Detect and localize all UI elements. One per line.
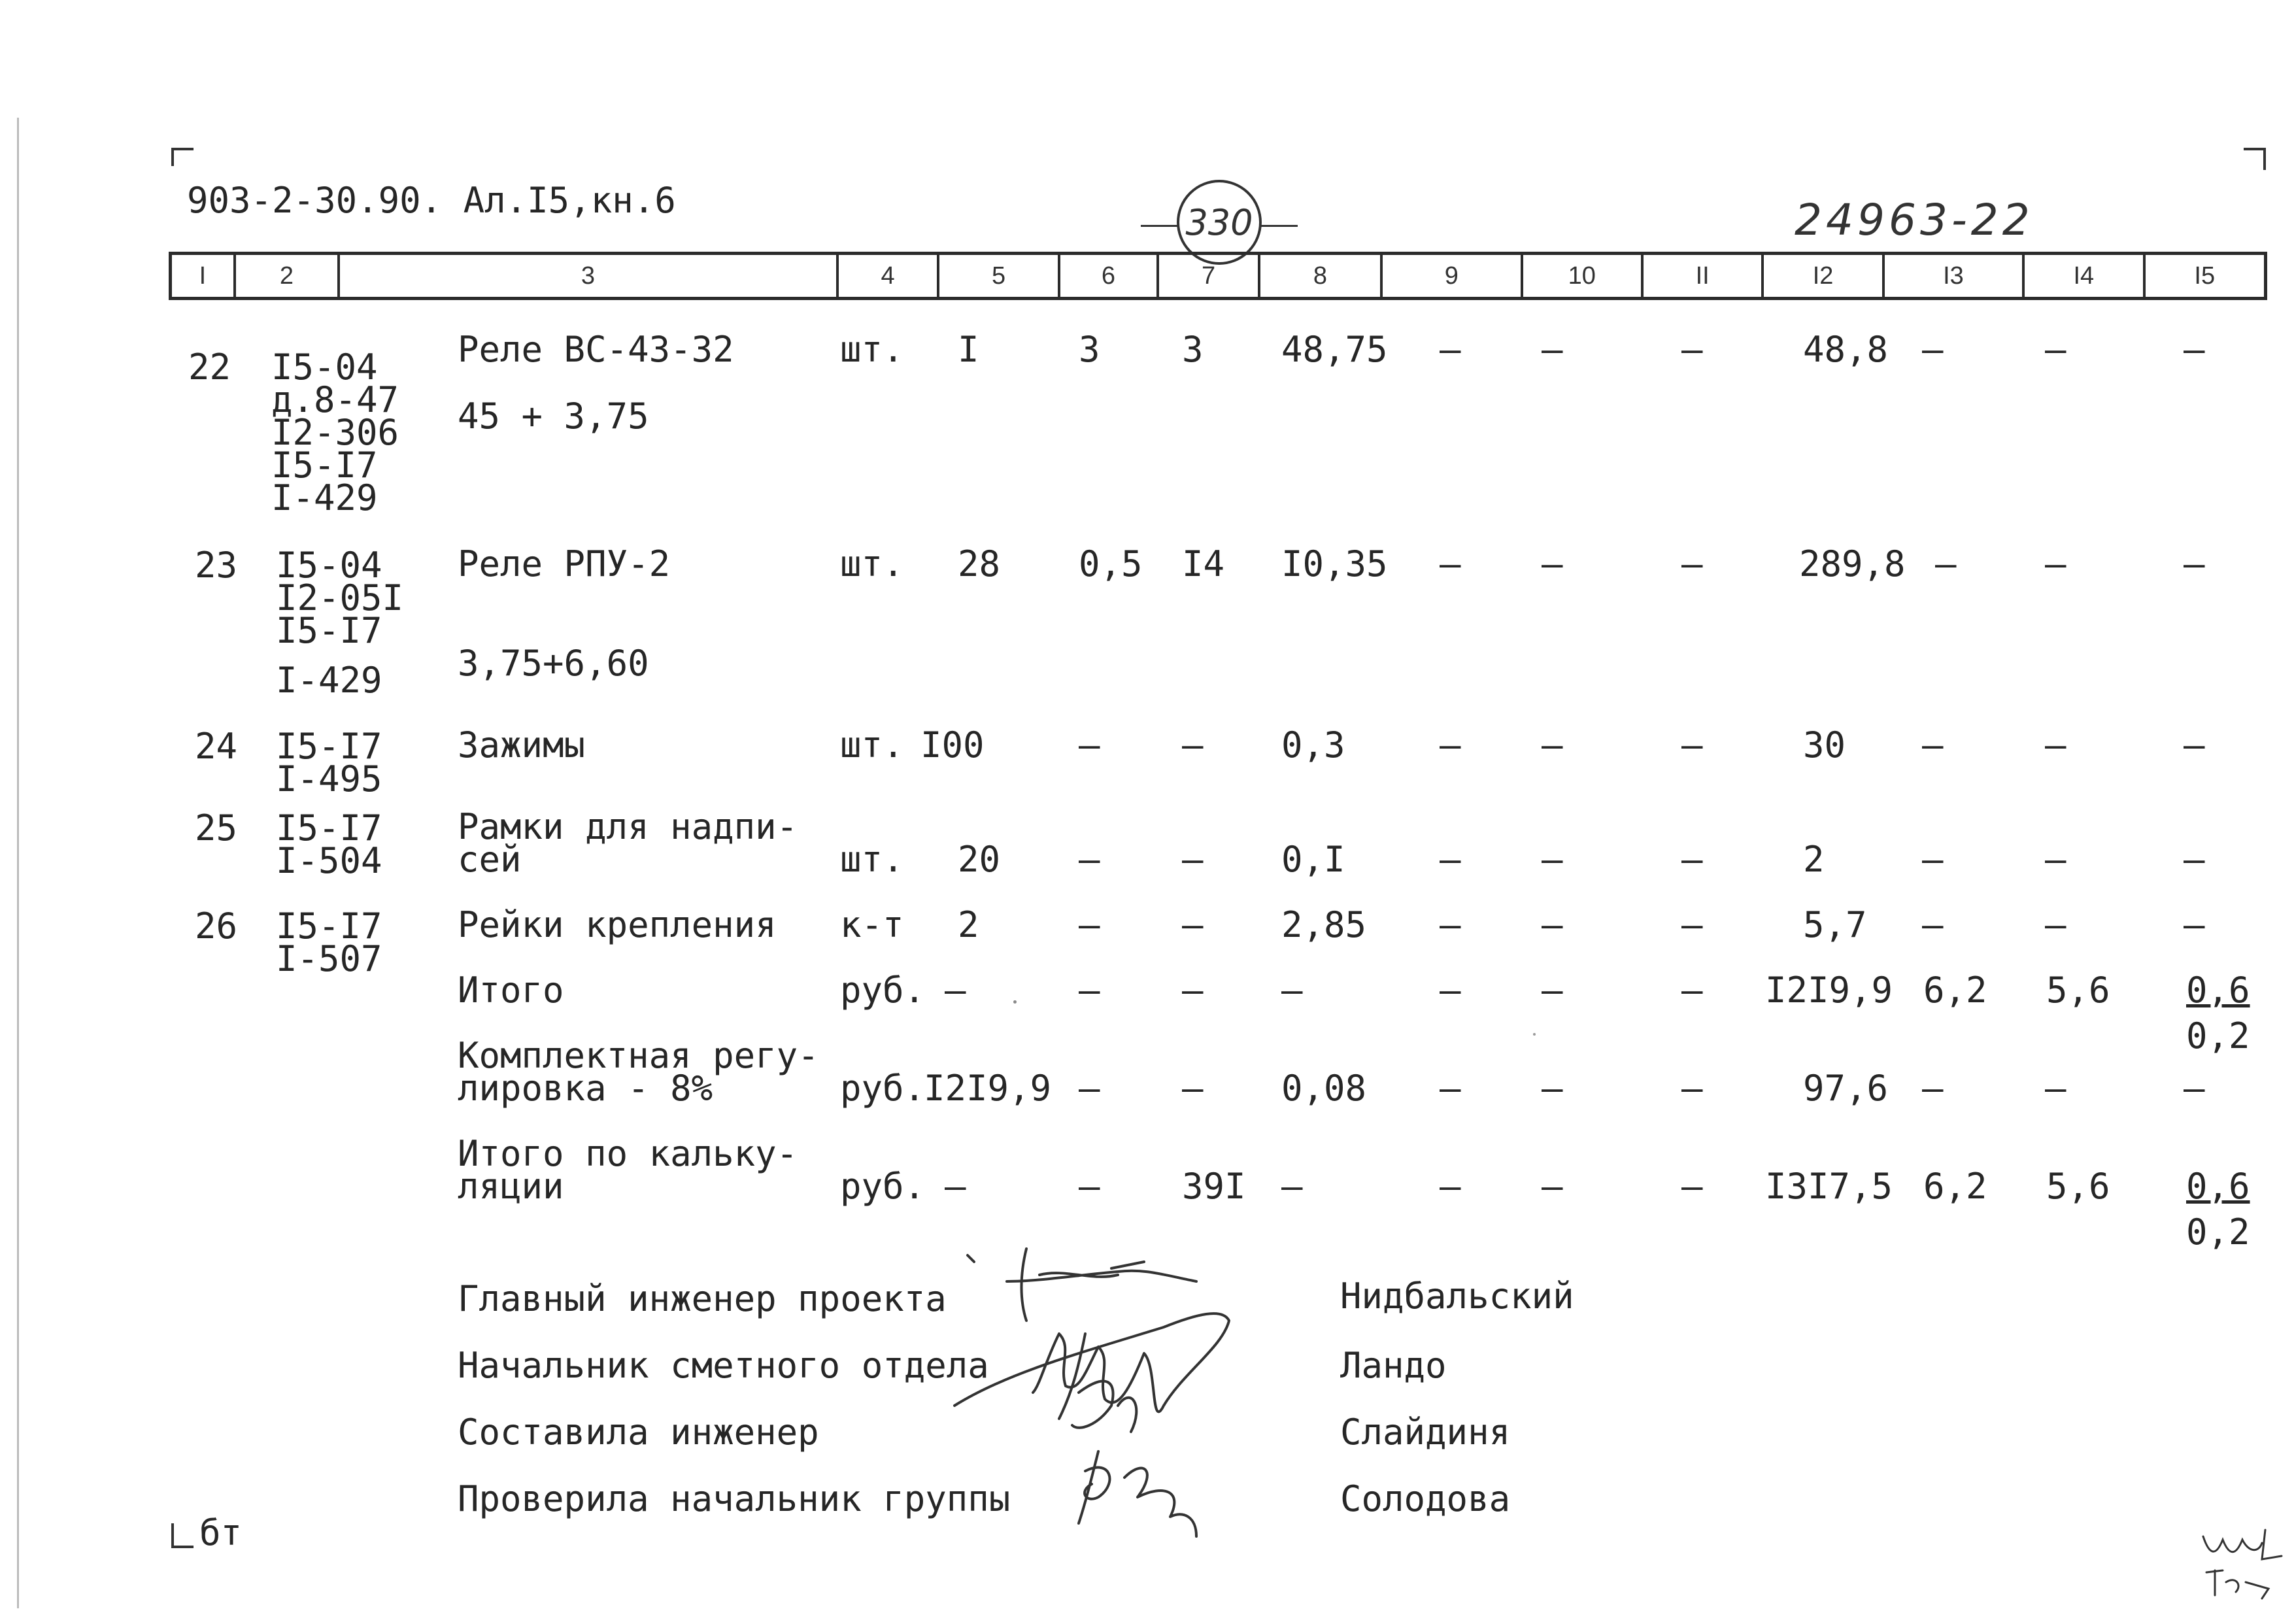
regulation-label: Комплектная регу- [458,1035,819,1076]
total-col11: – [1681,970,1703,1011]
row-col9: – [1440,839,1461,880]
signature-role: Составила инженер [458,1412,819,1453]
regulation-col13: – [1922,1068,1944,1109]
row-col6: 3 [1079,329,1100,370]
col-header: I5 [2194,262,2216,290]
col-header: 3 [340,255,839,297]
row-note: 45 + 3,75 [458,396,649,437]
col-header: II [1644,255,1764,297]
total-col14: 5,6 [2046,970,2110,1011]
row-code: I-507 [276,938,382,979]
row-col12: 30 [1803,724,1846,766]
row-number: 22 [188,347,231,388]
row-unit: шт. [840,839,904,880]
col-header: 2 [236,255,341,297]
row-qty: I00 [920,724,985,766]
calc-col15: 0,6 [2186,1166,2250,1207]
row-code: I-495 [276,758,382,800]
row-name: Зажимы [458,724,586,766]
row-col8: 0,3 [1281,724,1345,766]
signature-stroke-2 [954,1313,1229,1412]
row-col8: I0,35 [1281,543,1388,584]
row-code: I2-05I [276,577,404,618]
row-col7: – [1182,839,1204,880]
row-name: Реле ВС-43-32 [458,329,734,370]
signature-role: Главный инженер проекта [458,1278,947,1319]
row-col11: – [1681,839,1703,880]
row-qty: I [958,329,979,370]
row-col6: – [1079,724,1100,766]
page-number: 330 [1185,201,1253,243]
footer-mark: бт [199,1512,243,1553]
row-code: I5-I7 [276,807,382,849]
calc-col12: I3I7,5 [1765,1166,1893,1207]
row-col9: – [1440,724,1461,766]
total-unit: руб. [840,970,926,1011]
regulation-col9: – [1440,1068,1461,1109]
total-col10: – [1542,970,1563,1011]
row-col10: – [1542,724,1563,766]
row-col9: – [1440,329,1461,370]
row-col15: – [2184,904,2205,945]
row-col8: 2,85 [1281,904,1367,945]
row-col13: – [1922,329,1944,370]
calc-col7: 39I [1182,1166,1246,1207]
calc-label: Итого по кальку- [458,1133,798,1174]
scan-edge [17,118,19,1608]
col-header: I3 [1885,255,2025,297]
row-qty: 28 [958,543,1001,584]
row-col12: 2 [1803,839,1825,880]
row-col13: – [1922,724,1944,766]
calc-qty: – [945,1166,966,1207]
calc-col11: – [1681,1166,1703,1207]
regulation-label-cont: лировка - 8% [458,1068,713,1109]
regulation-col12: 97,6 [1803,1068,1889,1109]
regulation-col15: – [2184,1068,2205,1109]
row-unit: к-т [840,904,904,945]
row-col14: – [2045,839,2066,880]
row-number: 24 [195,726,238,767]
row-col13: – [1922,839,1944,880]
total-col8: – [1281,970,1303,1011]
calc-unit: руб. [840,1166,926,1207]
scan-speck [1533,1033,1536,1036]
regulation-col7: – [1182,1068,1204,1109]
regulation-col6: – [1079,1068,1100,1109]
row-col11: – [1681,543,1703,584]
col-header: 4 [839,255,940,297]
row-col15: – [2184,329,2205,370]
signature-role: Начальник сметного отдела [458,1345,989,1386]
row-number: 25 [195,807,238,849]
col-header: I [172,255,236,297]
regulation-col11: – [1681,1068,1703,1109]
stamp-number: 24963-22 [1795,195,2034,245]
row-col12: 5,7 [1803,904,1867,945]
regulation-col10: – [1542,1068,1563,1109]
calc-label-cont: ляции [458,1166,564,1207]
signature-role: Проверила начальник группы [458,1478,1011,1519]
total-col12: I2I9,9 [1765,970,1893,1011]
row-code: I5-04 [276,545,382,586]
row-qty: 2 [958,904,979,945]
signature-name: Слайдиня [1340,1412,1511,1453]
row-col9: – [1440,543,1461,584]
row-col7: – [1182,724,1204,766]
total-col15-lower: 0,2 [2186,1015,2250,1057]
calc-col6: – [1079,1166,1100,1207]
col-header: 5 [939,255,1060,297]
total-label: Итого [458,970,564,1011]
row-col10: – [1542,904,1563,945]
row-col15: – [2184,724,2205,766]
row-code: I-429 [276,660,382,701]
row-col7: 3 [1182,329,1204,370]
row-number: 26 [195,905,238,947]
row-code: I5-I7 [276,905,382,947]
col-header: 7 [1159,255,1260,297]
signature-name: Нидбальский [1340,1276,1574,1317]
corner-mark-top-left [171,148,194,166]
row-col6: – [1079,904,1100,945]
col-header: 9 [1383,255,1523,297]
row-qty: 20 [958,839,1001,880]
calc-col15-lower: 0,2 [2186,1211,2250,1253]
row-col11: – [1681,329,1703,370]
col-header: 10 [1523,255,1644,297]
row-col12: 48,8 [1803,329,1889,370]
calc-col10: – [1542,1166,1563,1207]
row-col11: – [1681,724,1703,766]
row-code: I5-I7 [271,445,378,486]
col-header: 8 [1260,255,1383,297]
regulation-qty: I2I9,9 [924,1068,1052,1109]
total-col7: – [1182,970,1204,1011]
row-col7: I4 [1182,543,1225,584]
row-col14: – [2045,329,2066,370]
regulation-unit: руб. [840,1068,926,1109]
row-code: I5-I7 [276,726,382,767]
row-col7: – [1182,904,1204,945]
row-code: I-429 [271,477,378,518]
column-header-row [169,252,2267,300]
signature-name: Ландо [1340,1345,1447,1386]
row-col8: 0,I [1281,839,1345,880]
doc-code: 903-2-30.90. Ал.I5,кн.6 [187,180,676,221]
row-name: Рейки крепления [458,904,777,945]
calc-col8: – [1281,1166,1303,1207]
total-col6: – [1079,970,1100,1011]
row-name-cont: сей [458,839,522,880]
row-unit: шт. [840,724,904,766]
corner-initials [2197,1523,2288,1602]
corner-mark-bottom-left [171,1523,194,1548]
row-name: Рамки для надпи- [458,806,798,847]
row-col6: 0,5 [1079,543,1143,584]
calc-col14: 5,6 [2046,1166,2110,1207]
signature-stroke-1 [968,1249,1196,1321]
row-code: I-504 [276,840,382,881]
row-col8: 48,75 [1281,329,1388,370]
row-col14: – [2045,543,2066,584]
row-code: д.8-47 [271,379,399,420]
row-col10: – [1542,839,1563,880]
row-col14: – [2045,904,2066,945]
col-header: 6 [1060,255,1160,297]
row-code: I2-306 [271,412,399,453]
row-col13: – [1935,543,1957,584]
row-col11: – [1681,904,1703,945]
row-col15: – [2184,839,2205,880]
row-col10: – [1542,329,1563,370]
row-unit: шт. [840,543,904,584]
calc-col9: – [1440,1166,1461,1207]
scan-speck [1013,1000,1017,1004]
row-col6: – [1079,839,1100,880]
row-col13: – [1922,904,1944,945]
row-col9: – [1440,904,1461,945]
row-name: Реле РПУ-2 [458,543,671,584]
row-col10: – [1542,543,1563,584]
row-col12: 289,8 [1799,543,1906,584]
total-qty: – [945,970,966,1011]
total-col9: – [1440,970,1461,1011]
row-code: I5-04 [271,347,378,388]
row-code: I5-I7 [276,610,382,651]
col-header: I2 [1764,255,1884,297]
row-unit: шт. [840,329,904,370]
signature-stroke-4 [1079,1451,1196,1536]
calc-col13: 6,2 [1923,1166,1987,1207]
total-col13: 6,2 [1923,970,1987,1011]
handwritten-signatures [948,1236,1301,1549]
regulation-col8: 0,08 [1281,1068,1367,1109]
corner-mark-top-right [2244,148,2266,170]
total-col15: 0,6 [2186,970,2250,1011]
col-header: I4 [2025,255,2145,297]
row-col15: – [2184,543,2205,584]
row-col14: – [2045,724,2066,766]
regulation-col14: – [2045,1068,2066,1109]
row-number: 23 [195,545,238,586]
signature-name: Солодова [1340,1478,1511,1519]
row-note: 3,75+6,60 [458,643,649,684]
